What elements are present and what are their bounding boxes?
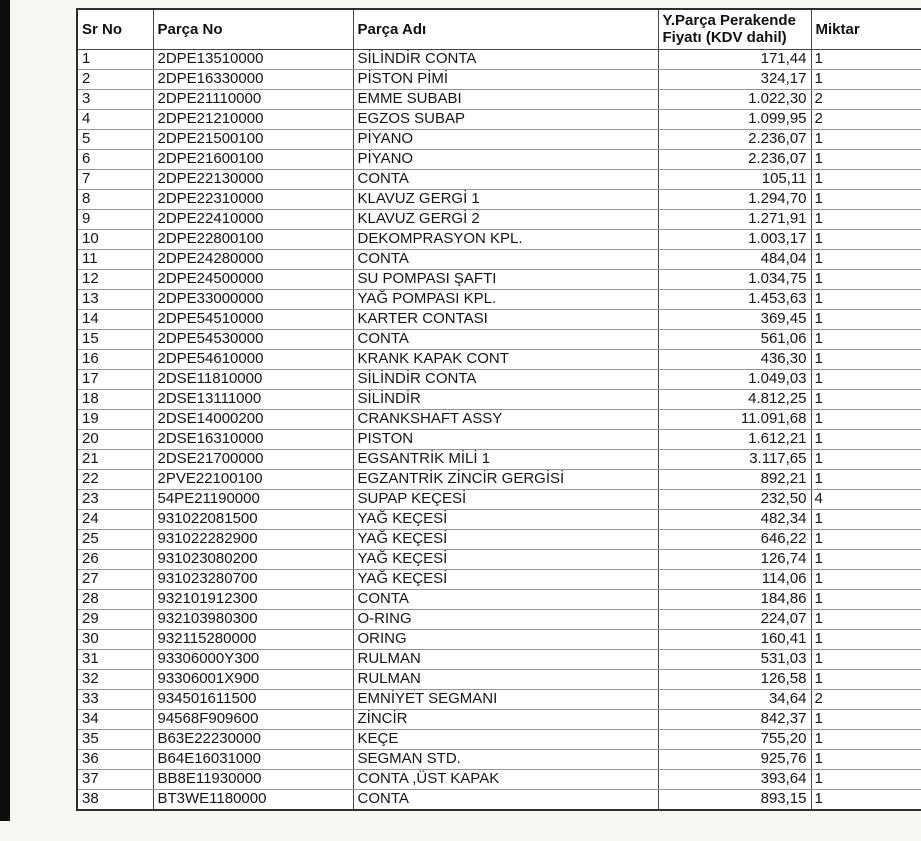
cell-sr-no: 22 xyxy=(77,469,153,489)
cell-sr-no: 1 xyxy=(77,49,153,69)
cell-parca-no: 2DSE21700000 xyxy=(153,449,353,469)
cell-parca-adi: KARTER CONTASI xyxy=(353,309,658,329)
cell-parca-no: 2DPE13510000 xyxy=(153,49,353,69)
cell-fiyat: 1.049,03 xyxy=(658,369,811,389)
cell-miktar: 1 xyxy=(811,749,921,769)
cell-parca-adi: O-RING xyxy=(353,609,658,629)
cell-fiyat: 892,21 xyxy=(658,469,811,489)
cell-fiyat: 1.034,75 xyxy=(658,269,811,289)
cell-parca-adi: PISTON xyxy=(353,429,658,449)
cell-miktar: 1 xyxy=(811,449,921,469)
cell-sr-no: 7 xyxy=(77,169,153,189)
table-row xyxy=(77,529,921,549)
cell-parca-adi: SİLİNDİR CONTA xyxy=(353,49,658,69)
cell-parca-no: 2DPE22130000 xyxy=(153,169,353,189)
cell-parca-adi: CONTA xyxy=(353,169,658,189)
table-row xyxy=(77,509,921,529)
cell-parca-adi: CONTA xyxy=(353,329,658,349)
cell-sr-no: 25 xyxy=(77,529,153,549)
cell-parca-adi: PİYANO xyxy=(353,149,658,169)
col-header-fiyat: Y.Parça Perakende Fiyatı (KDV dahil) xyxy=(658,9,811,49)
cell-parca-no: 2DPE16330000 xyxy=(153,69,353,89)
cell-miktar: 1 xyxy=(811,789,921,810)
cell-parca-no: 94568F909600 xyxy=(153,709,353,729)
cell-fiyat: 369,45 xyxy=(658,309,811,329)
cell-fiyat: 3.117,65 xyxy=(658,449,811,469)
table-row xyxy=(77,249,921,269)
cell-parca-no: 2DPE22410000 xyxy=(153,209,353,229)
table-row xyxy=(77,269,921,289)
cell-parca-no: 2DPE21110000 xyxy=(153,89,353,109)
cell-miktar: 1 xyxy=(811,609,921,629)
cell-parca-adi: YAĞ KEÇESİ xyxy=(353,549,658,569)
table-row xyxy=(77,329,921,349)
cell-fiyat: 324,17 xyxy=(658,69,811,89)
table-row xyxy=(77,409,921,429)
cell-parca-adi: PİYANO xyxy=(353,129,658,149)
cell-fiyat: 126,74 xyxy=(658,549,811,569)
cell-parca-adi: SİLİNDİR xyxy=(353,389,658,409)
cell-parca-adi: KEÇE xyxy=(353,729,658,749)
cell-fiyat: 1.271,91 xyxy=(658,209,811,229)
table-row xyxy=(77,649,921,669)
cell-parca-adi: YAĞ POMPASI KPL. xyxy=(353,289,658,309)
cell-fiyat: 436,30 xyxy=(658,349,811,369)
cell-fiyat: 1.003,17 xyxy=(658,229,811,249)
cell-miktar: 1 xyxy=(811,289,921,309)
cell-sr-no: 20 xyxy=(77,429,153,449)
cell-fiyat: 484,04 xyxy=(658,249,811,269)
cell-parca-adi: EGZANTRİK ZİNCİR GERGİSİ xyxy=(353,469,658,489)
cell-parca-no: 931022081500 xyxy=(153,509,353,529)
cell-sr-no: 37 xyxy=(77,769,153,789)
cell-parca-no: B63E22230000 xyxy=(153,729,353,749)
cell-parca-no: 931022282900 xyxy=(153,529,353,549)
table-row xyxy=(77,749,921,769)
cell-miktar: 1 xyxy=(811,249,921,269)
cell-parca-adi: CONTA xyxy=(353,789,658,810)
cell-miktar: 1 xyxy=(811,389,921,409)
cell-sr-no: 14 xyxy=(77,309,153,329)
cell-parca-adi: RULMAN xyxy=(353,649,658,669)
cell-parca-no: 2DPE54510000 xyxy=(153,309,353,329)
cell-parca-no: 931023280700 xyxy=(153,569,353,589)
cell-miktar: 1 xyxy=(811,729,921,749)
cell-miktar: 1 xyxy=(811,169,921,189)
parts-price-table xyxy=(76,8,921,811)
cell-sr-no: 33 xyxy=(77,689,153,709)
table-row xyxy=(77,189,921,209)
cell-miktar: 1 xyxy=(811,589,921,609)
table-row xyxy=(77,89,921,109)
cell-miktar: 1 xyxy=(811,769,921,789)
cell-parca-no: 2DSE14000200 xyxy=(153,409,353,429)
table-row xyxy=(77,429,921,449)
cell-miktar: 1 xyxy=(811,529,921,549)
cell-fiyat: 842,37 xyxy=(658,709,811,729)
table-row xyxy=(77,349,921,369)
table-row xyxy=(77,49,921,69)
cell-miktar: 1 xyxy=(811,429,921,449)
cell-miktar: 1 xyxy=(811,669,921,689)
cell-sr-no: 15 xyxy=(77,329,153,349)
cell-parca-adi: RULMAN xyxy=(353,669,658,689)
cell-sr-no: 34 xyxy=(77,709,153,729)
cell-sr-no: 23 xyxy=(77,489,153,509)
cell-sr-no: 27 xyxy=(77,569,153,589)
table-body xyxy=(77,49,921,810)
cell-parca-adi: SUPAP KEÇESİ xyxy=(353,489,658,509)
cell-parca-no: 932115280000 xyxy=(153,629,353,649)
table-row xyxy=(77,609,921,629)
cell-sr-no: 28 xyxy=(77,589,153,609)
table-row xyxy=(77,449,921,469)
table-row xyxy=(77,789,921,810)
cell-parca-no: 2DSE16310000 xyxy=(153,429,353,449)
cell-miktar: 1 xyxy=(811,709,921,729)
cell-miktar: 1 xyxy=(811,629,921,649)
cell-fiyat: 531,03 xyxy=(658,649,811,669)
cell-miktar: 1 xyxy=(811,269,921,289)
cell-sr-no: 31 xyxy=(77,649,153,669)
cell-fiyat: 160,41 xyxy=(658,629,811,649)
table-row xyxy=(77,129,921,149)
cell-sr-no: 35 xyxy=(77,729,153,749)
cell-fiyat: 1.453,63 xyxy=(658,289,811,309)
cell-parca-adi: KLAVUZ GERGİ 2 xyxy=(353,209,658,229)
cell-parca-adi: EMME SUBABI xyxy=(353,89,658,109)
table-row xyxy=(77,589,921,609)
cell-sr-no: 19 xyxy=(77,409,153,429)
cell-parca-no: 2DPE54610000 xyxy=(153,349,353,369)
cell-parca-adi: KRANK KAPAK CONT xyxy=(353,349,658,369)
cell-sr-no: 2 xyxy=(77,69,153,89)
cell-sr-no: 3 xyxy=(77,89,153,109)
cell-sr-no: 9 xyxy=(77,209,153,229)
cell-sr-no: 13 xyxy=(77,289,153,309)
cell-miktar: 1 xyxy=(811,649,921,669)
cell-miktar: 2 xyxy=(811,689,921,709)
cell-parca-adi: CONTA xyxy=(353,249,658,269)
table-row xyxy=(77,369,921,389)
cell-parca-adi: EMNİYET SEGMANI xyxy=(353,689,658,709)
cell-sr-no: 10 xyxy=(77,229,153,249)
cell-miktar: 1 xyxy=(811,369,921,389)
cell-sr-no: 32 xyxy=(77,669,153,689)
cell-miktar: 2 xyxy=(811,109,921,129)
cell-sr-no: 36 xyxy=(77,749,153,769)
cell-sr-no: 24 xyxy=(77,509,153,529)
cell-parca-adi: EGSANTRİK MİLİ 1 xyxy=(353,449,658,469)
cell-miktar: 1 xyxy=(811,49,921,69)
cell-sr-no: 6 xyxy=(77,149,153,169)
cell-fiyat: 561,06 xyxy=(658,329,811,349)
table-row xyxy=(77,669,921,689)
table-row xyxy=(77,309,921,329)
table-row xyxy=(77,709,921,729)
cell-parca-no: 2DPE21500100 xyxy=(153,129,353,149)
cell-fiyat: 893,15 xyxy=(658,789,811,810)
cell-sr-no: 5 xyxy=(77,129,153,149)
cell-sr-no: 16 xyxy=(77,349,153,369)
cell-parca-no: 934501611500 xyxy=(153,689,353,709)
cell-sr-no: 21 xyxy=(77,449,153,469)
cell-parca-adi: CRANKSHAFT ASSY xyxy=(353,409,658,429)
cell-fiyat: 11.091,68 xyxy=(658,409,811,429)
cell-parca-no: 2DPE21210000 xyxy=(153,109,353,129)
cell-fiyat: 171,44 xyxy=(658,49,811,69)
table-row xyxy=(77,489,921,509)
cell-parca-adi: PİSTON PİMİ xyxy=(353,69,658,89)
cell-parca-adi: SU POMPASI ŞAFTI xyxy=(353,269,658,289)
cell-parca-no: 2DPE22310000 xyxy=(153,189,353,209)
cell-fiyat: 184,86 xyxy=(658,589,811,609)
table-row xyxy=(77,109,921,129)
cell-parca-no: BT3WE1180000 xyxy=(153,789,353,810)
cell-fiyat: 4.812,25 xyxy=(658,389,811,409)
table-row xyxy=(77,389,921,409)
cell-miktar: 1 xyxy=(811,149,921,169)
col-header-sr-no: Sr No xyxy=(77,9,153,49)
cell-parca-adi: DEKOMPRASYON KPL. xyxy=(353,229,658,249)
cell-miktar: 1 xyxy=(811,349,921,369)
table-row xyxy=(77,769,921,789)
cell-parca-no: 2DPE22800100 xyxy=(153,229,353,249)
cell-fiyat: 393,64 xyxy=(658,769,811,789)
cell-miktar: 1 xyxy=(811,309,921,329)
table-row xyxy=(77,229,921,249)
cell-parca-no: B64E16031000 xyxy=(153,749,353,769)
cell-miktar: 1 xyxy=(811,409,921,429)
cell-parca-no: 931023080200 xyxy=(153,549,353,569)
table-row xyxy=(77,689,921,709)
cell-parca-no: 93306000Y300 xyxy=(153,649,353,669)
cell-parca-no: 54PE21190000 xyxy=(153,489,353,509)
cell-fiyat: 925,76 xyxy=(658,749,811,769)
cell-fiyat: 1.022,30 xyxy=(658,89,811,109)
table-row xyxy=(77,729,921,749)
cell-parca-adi: YAĞ KEÇESİ xyxy=(353,529,658,549)
cell-sr-no: 11 xyxy=(77,249,153,269)
table-row xyxy=(77,469,921,489)
parts-table-container xyxy=(76,8,921,828)
cell-miktar: 4 xyxy=(811,489,921,509)
cell-miktar: 1 xyxy=(811,189,921,209)
cell-sr-no: 18 xyxy=(77,389,153,409)
cell-parca-no: 2DPE54530000 xyxy=(153,329,353,349)
cell-sr-no: 29 xyxy=(77,609,153,629)
table-header-row xyxy=(77,9,921,49)
cell-parca-adi: YAĞ KEÇESİ xyxy=(353,509,658,529)
table-row xyxy=(77,289,921,309)
cell-fiyat: 224,07 xyxy=(658,609,811,629)
table-row xyxy=(77,549,921,569)
cell-miktar: 2 xyxy=(811,89,921,109)
table-row xyxy=(77,149,921,169)
cell-fiyat: 114,06 xyxy=(658,569,811,589)
cell-parca-no: BB8E11930000 xyxy=(153,769,353,789)
cell-fiyat: 755,20 xyxy=(658,729,811,749)
cell-fiyat: 2.236,07 xyxy=(658,149,811,169)
cell-miktar: 1 xyxy=(811,469,921,489)
cell-parca-adi: CONTA xyxy=(353,589,658,609)
cell-fiyat: 232,50 xyxy=(658,489,811,509)
col-header-parca-no: Parça No xyxy=(153,9,353,49)
cell-parca-no: 2DPE33000000 xyxy=(153,289,353,309)
cell-parca-adi: SİLİNDİR CONTA xyxy=(353,369,658,389)
cell-sr-no: 12 xyxy=(77,269,153,289)
cell-miktar: 1 xyxy=(811,69,921,89)
cell-fiyat: 126,58 xyxy=(658,669,811,689)
cell-sr-no: 17 xyxy=(77,369,153,389)
cell-parca-adi: KLAVUZ GERGİ 1 xyxy=(353,189,658,209)
cell-miktar: 1 xyxy=(811,329,921,349)
cell-parca-adi: SEGMAN STD. xyxy=(353,749,658,769)
cell-sr-no: 30 xyxy=(77,629,153,649)
col-header-parca-adi: Parça Adı xyxy=(353,9,658,49)
cell-fiyat: 1.612,21 xyxy=(658,429,811,449)
cell-miktar: 1 xyxy=(811,509,921,529)
cell-fiyat: 105,11 xyxy=(658,169,811,189)
table-row xyxy=(77,69,921,89)
cell-miktar: 1 xyxy=(811,229,921,249)
table-row xyxy=(77,209,921,229)
cell-parca-adi: CONTA ,ÜST KAPAK xyxy=(353,769,658,789)
cell-fiyat: 1.294,70 xyxy=(658,189,811,209)
cell-parca-no: 932101912300 xyxy=(153,589,353,609)
cell-sr-no: 4 xyxy=(77,109,153,129)
cell-parca-no: 2PVE22100100 xyxy=(153,469,353,489)
cell-miktar: 1 xyxy=(811,209,921,229)
cell-parca-no: 2DPE21600100 xyxy=(153,149,353,169)
cell-miktar: 1 xyxy=(811,549,921,569)
cell-sr-no: 38 xyxy=(77,789,153,810)
table-row xyxy=(77,569,921,589)
cell-parca-no: 93306001X900 xyxy=(153,669,353,689)
cell-fiyat: 646,22 xyxy=(658,529,811,549)
cell-fiyat: 1.099,95 xyxy=(658,109,811,129)
cell-fiyat: 482,34 xyxy=(658,509,811,529)
table-row xyxy=(77,629,921,649)
cell-fiyat: 34,64 xyxy=(658,689,811,709)
cell-parca-no: 2DSE13111000 xyxy=(153,389,353,409)
col-header-miktar: Miktar xyxy=(811,9,921,49)
cell-parca-no: 2DPE24280000 xyxy=(153,249,353,269)
cell-parca-no: 932103980300 xyxy=(153,609,353,629)
cell-parca-adi: EGZOS SUBAP xyxy=(353,109,658,129)
cell-parca-adi: ZİNCİR xyxy=(353,709,658,729)
cell-fiyat: 2.236,07 xyxy=(658,129,811,149)
cell-sr-no: 26 xyxy=(77,549,153,569)
table-row xyxy=(77,169,921,189)
cell-parca-adi: ORING xyxy=(353,629,658,649)
cell-parca-no: 2DPE24500000 xyxy=(153,269,353,289)
cell-parca-adi: YAĞ KEÇESİ xyxy=(353,569,658,589)
cell-parca-no: 2DSE11810000 xyxy=(153,369,353,389)
cell-sr-no: 8 xyxy=(77,189,153,209)
left-black-strip xyxy=(0,0,10,821)
cell-miktar: 1 xyxy=(811,569,921,589)
cell-miktar: 1 xyxy=(811,129,921,149)
